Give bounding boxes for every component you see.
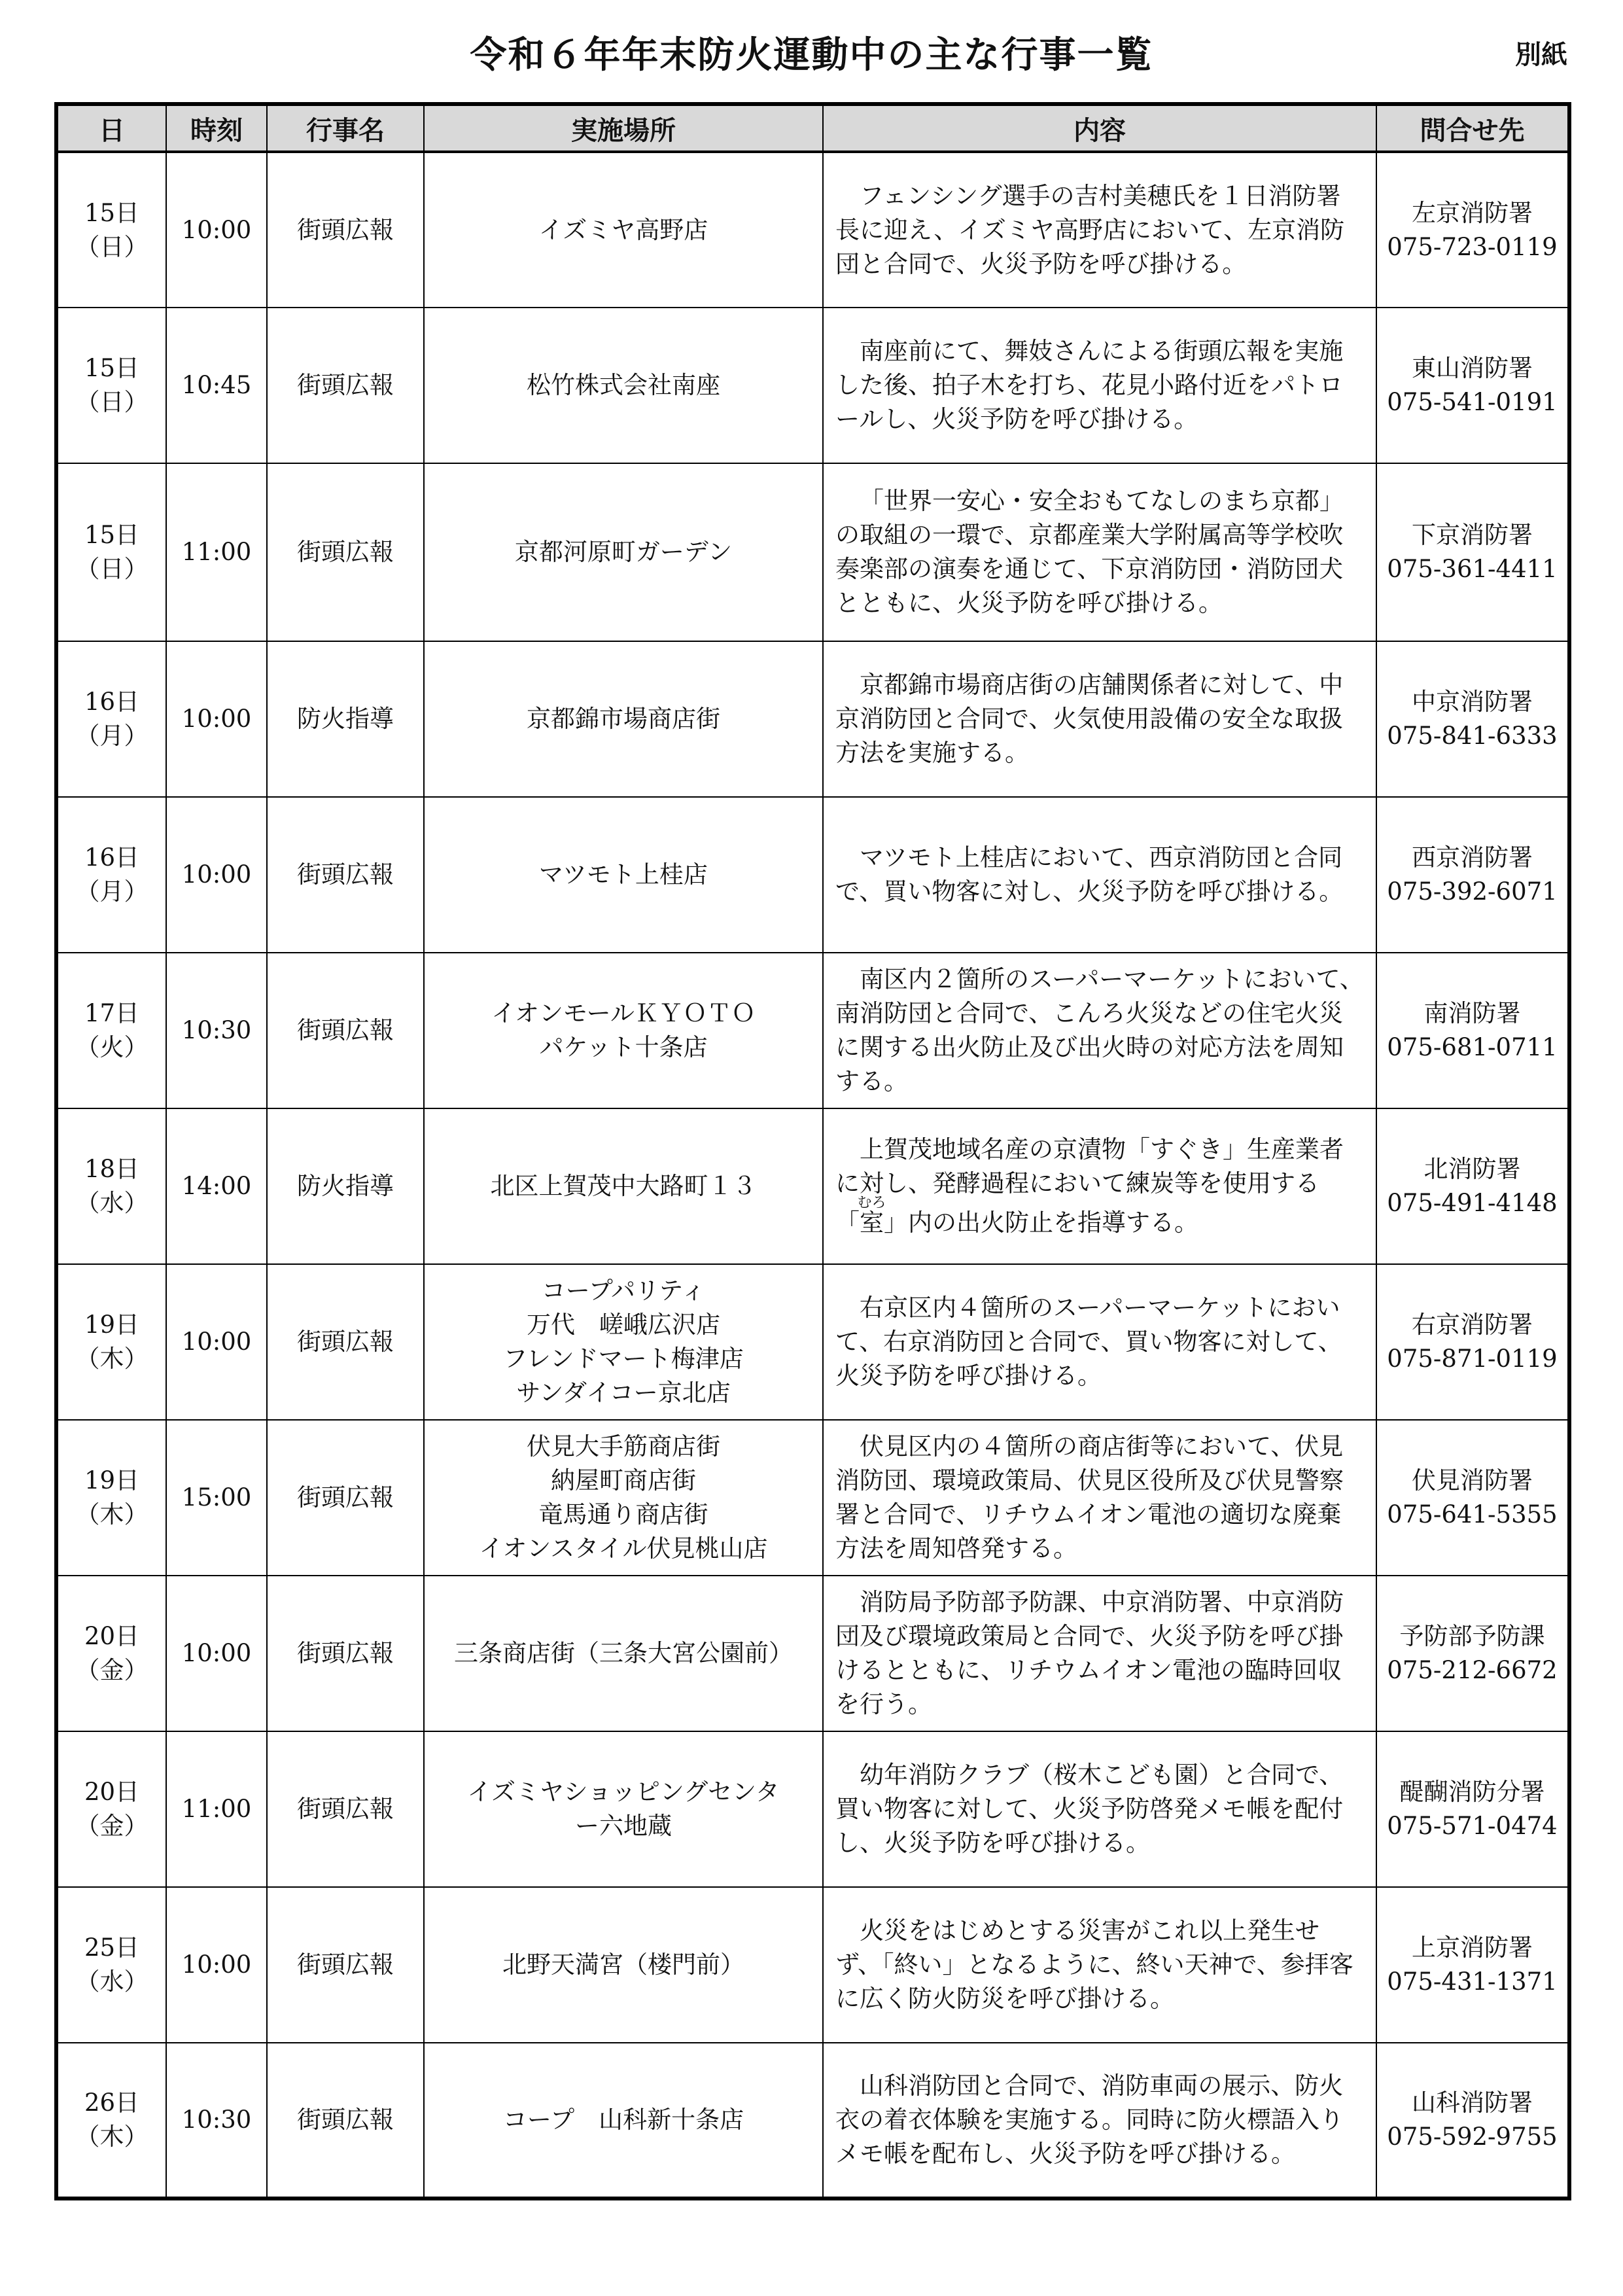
office-name: 中京消防署 bbox=[1412, 688, 1533, 716]
place-line: マツモト上桂店 bbox=[539, 860, 708, 889]
event-cell: 街頭広報 bbox=[267, 463, 424, 641]
event-cell: 街頭広報 bbox=[267, 953, 424, 1108]
day: 25日 bbox=[84, 1934, 140, 1962]
ruby-muro bbox=[857, 1195, 886, 1237]
phone-number: 075-392-6071 bbox=[1387, 877, 1558, 906]
content-text: マツモト上桂店において、西京消防団と合同で、買い物客に対し、火災予防を呼び掛ける。 bbox=[835, 843, 1344, 906]
place-line: パケット十条店 bbox=[539, 1033, 708, 1061]
weekday: （日） bbox=[75, 555, 148, 583]
office-name: 下京消防署 bbox=[1412, 521, 1533, 549]
day: 20日 bbox=[84, 1622, 140, 1650]
time-cell: 11:00 bbox=[166, 463, 267, 641]
content-text-a: 上賀茂地域名産の京漬物「すぐき」生産業者に対し、発酵過程において練炭等を使用する「 bbox=[835, 1135, 1344, 1237]
office-name: 右京消防署 bbox=[1412, 1311, 1533, 1339]
weekday: （日） bbox=[75, 388, 148, 416]
table-header-row bbox=[56, 104, 1569, 152]
contact-cell bbox=[1376, 797, 1569, 953]
weekday: （金） bbox=[75, 1656, 148, 1684]
content-text: 山科消防団と合同で、消防車両の展示、防火衣の着衣体験を実施する。同時に防火標語入りメモ帳を配布し、火災予防を呼び掛ける。 bbox=[835, 2072, 1344, 2168]
contact-cell bbox=[1376, 1264, 1569, 1420]
table-row bbox=[56, 953, 1569, 1108]
time-cell: 10:00 bbox=[166, 641, 267, 797]
contact-cell bbox=[1376, 1731, 1569, 1887]
place-line: イオンスタイル伏見桃山店 bbox=[479, 1534, 768, 1563]
day: 15日 bbox=[84, 521, 140, 549]
date-cell bbox=[56, 1420, 166, 1576]
weekday: （月） bbox=[75, 877, 148, 906]
day: 20日 bbox=[84, 1778, 140, 1806]
table-row bbox=[56, 308, 1569, 463]
date-cell bbox=[56, 953, 166, 1108]
contact-cell bbox=[1376, 953, 1569, 1108]
time-cell: 10:00 bbox=[166, 1887, 267, 2043]
event-cell: 街頭広報 bbox=[267, 1731, 424, 1887]
place-cell bbox=[424, 953, 823, 1108]
place-cell bbox=[424, 1420, 823, 1576]
date-cell bbox=[56, 1108, 166, 1264]
event-cell: 街頭広報 bbox=[267, 1576, 424, 1731]
place-line: イズミヤショッピングセンタ bbox=[467, 1778, 780, 1806]
page-title: 令和６年年末防火運動中の主な行事一覧 bbox=[470, 34, 1153, 77]
day: 15日 bbox=[84, 198, 140, 227]
date-cell bbox=[56, 2043, 166, 2199]
table-row bbox=[56, 2043, 1569, 2199]
contact-cell bbox=[1376, 308, 1569, 463]
time-cell: 14:00 bbox=[166, 1108, 267, 1264]
place-line: フレンドマート梅津店 bbox=[503, 1345, 744, 1373]
day: 19日 bbox=[84, 1311, 140, 1339]
phone-number: 075-723-0119 bbox=[1387, 232, 1558, 261]
place-cell bbox=[424, 463, 823, 641]
column-header-event: 行事名 bbox=[267, 104, 424, 152]
place-line: コープ 山科新十条店 bbox=[502, 2106, 744, 2134]
weekday: （火） bbox=[75, 1033, 148, 1061]
time-cell: 10:00 bbox=[166, 797, 267, 953]
content-cell bbox=[823, 1731, 1376, 1887]
place-cell bbox=[424, 797, 823, 953]
table-row bbox=[56, 1420, 1569, 1576]
weekday: （木） bbox=[75, 1500, 148, 1528]
day: 18日 bbox=[84, 1155, 140, 1183]
place-line: 北区上賀茂中大路町１３ bbox=[490, 1172, 757, 1200]
phone-number: 075-681-0711 bbox=[1387, 1033, 1558, 1061]
weekday: （水） bbox=[75, 1189, 148, 1217]
place-line: 万代 嵯峨広沢店 bbox=[527, 1311, 720, 1339]
time-cell: 10:00 bbox=[166, 152, 267, 308]
content-cell bbox=[823, 463, 1376, 641]
office-name: 西京消防署 bbox=[1412, 843, 1533, 872]
date-cell bbox=[56, 1576, 166, 1731]
table-row bbox=[56, 1264, 1569, 1420]
phone-number: 075-641-5355 bbox=[1387, 1500, 1558, 1528]
content-cell bbox=[823, 308, 1376, 463]
column-header-place: 実施場所 bbox=[424, 104, 823, 152]
place-line: 北野天満宮（楼門前） bbox=[502, 1951, 744, 1979]
date-cell bbox=[56, 463, 166, 641]
place-line: 伏見大手筋商店街 bbox=[527, 1432, 720, 1460]
column-header-contact: 問合せ先 bbox=[1376, 104, 1569, 152]
content-text-b: 」内の出火防止を指導する。 bbox=[884, 1209, 1198, 1237]
event-cell: 街頭広報 bbox=[267, 1264, 424, 1420]
day: 17日 bbox=[84, 999, 140, 1027]
attachment-label: 別紙 bbox=[1515, 40, 1567, 70]
content-cell bbox=[823, 641, 1376, 797]
event-cell: 街頭広報 bbox=[267, 2043, 424, 2199]
contact-cell bbox=[1376, 1576, 1569, 1731]
office-name: 南消防署 bbox=[1423, 999, 1521, 1027]
table-row bbox=[56, 152, 1569, 308]
time-cell: 10:30 bbox=[166, 953, 267, 1108]
time-cell: 10:45 bbox=[166, 308, 267, 463]
table-row bbox=[56, 641, 1569, 797]
ruby-reading: むろ bbox=[857, 1195, 886, 1211]
contact-cell bbox=[1376, 1108, 1569, 1264]
phone-number: 075-571-0474 bbox=[1387, 1812, 1558, 1840]
date-cell bbox=[56, 1731, 166, 1887]
time-cell: 10:00 bbox=[166, 1576, 267, 1731]
event-cell: 防火指導 bbox=[267, 641, 424, 797]
place-cell bbox=[424, 1264, 823, 1420]
content-cell bbox=[823, 2043, 1376, 2199]
content-cell bbox=[823, 797, 1376, 953]
phone-number: 075-361-4411 bbox=[1387, 555, 1558, 583]
weekday: （金） bbox=[75, 1812, 148, 1840]
weekday: （木） bbox=[75, 2123, 148, 2151]
content-text: 「世界一安心・安全おもてなしのまち京都」の取組の一環で、京都産業大学附属高等学校吹奏楽部の演奏を通じて、下京消防団・消防団犬とともに、火災予防を呼び掛ける。 bbox=[835, 487, 1344, 617]
events-table bbox=[54, 102, 1571, 2200]
content-text: 火災をはじめとする災害がこれ以上発生せず、「終い」となるように、終い天神で、参拝客に広く防火防災を呼び掛ける。 bbox=[835, 1916, 1353, 2013]
event-cell: 街頭広報 bbox=[267, 1420, 424, 1576]
place-cell bbox=[424, 1731, 823, 1887]
place-line: 納屋町商店街 bbox=[551, 1466, 696, 1494]
office-name: 予防部予防課 bbox=[1399, 1622, 1545, 1650]
date-cell bbox=[56, 152, 166, 308]
content-text: 右京区内４箇所のスーパーマーケットにおいて、右京消防団と合同で、買い物客に対して、火災予防を呼び掛ける。 bbox=[835, 1294, 1342, 1390]
place-line: 京都河原町ガーデン bbox=[514, 538, 733, 566]
weekday: （日） bbox=[75, 232, 148, 261]
content-cell bbox=[823, 1887, 1376, 2043]
event-cell: 街頭広報 bbox=[267, 308, 424, 463]
content-text: 京都錦市場商店街の店舗関係者に対して、中京消防団と合同で、火気使用設備の安全な取扱方法を実施する。 bbox=[835, 671, 1344, 767]
date-cell bbox=[56, 1887, 166, 2043]
column-header-time: 時刻 bbox=[166, 104, 267, 152]
place-line: 松竹株式会社南座 bbox=[527, 371, 720, 399]
column-header-content: 内容 bbox=[823, 104, 1376, 152]
table-row bbox=[56, 1108, 1569, 1264]
time-cell: 10:00 bbox=[166, 1264, 267, 1420]
place-cell bbox=[424, 1576, 823, 1731]
date-cell bbox=[56, 308, 166, 463]
place-line: イオンモールＫＹＯＴＯ bbox=[491, 999, 756, 1027]
office-name: 山科消防署 bbox=[1412, 2089, 1533, 2117]
time-cell: 15:00 bbox=[166, 1420, 267, 1576]
content-text: 南区内２箇所のスーパーマーケットにおいて、南消防団と合同で、こんろ火災などの住宅火災に関する出火防止及び出火時の対応方法を周知する。 bbox=[835, 965, 1364, 1095]
office-name: 上京消防署 bbox=[1412, 1934, 1533, 1962]
date-cell bbox=[56, 1264, 166, 1420]
date-cell bbox=[56, 641, 166, 797]
phone-number: 075-871-0119 bbox=[1387, 1345, 1558, 1373]
event-cell: 街頭広報 bbox=[267, 1887, 424, 2043]
table-row bbox=[56, 797, 1569, 953]
day: 15日 bbox=[84, 354, 140, 382]
contact-cell bbox=[1376, 1887, 1569, 2043]
weekday: （木） bbox=[75, 1345, 148, 1373]
time-cell: 11:00 bbox=[166, 1731, 267, 1887]
phone-number: 075-841-6333 bbox=[1387, 722, 1558, 750]
contact-cell bbox=[1376, 641, 1569, 797]
content-text: 幼年消防クラブ（桜木こども園）と合同で、買い物客に対して、火災予防啓発メモ帳を配付し、火災予防を呼び掛ける。 bbox=[835, 1761, 1344, 1857]
contact-cell bbox=[1376, 152, 1569, 308]
content-cell bbox=[823, 1264, 1376, 1420]
weekday: （水） bbox=[75, 1968, 148, 1996]
place-line: ー六地蔵 bbox=[575, 1812, 672, 1840]
event-cell: 防火指導 bbox=[267, 1108, 424, 1264]
place-cell bbox=[424, 152, 823, 308]
office-name: 北消防署 bbox=[1423, 1155, 1521, 1183]
contact-cell bbox=[1376, 1420, 1569, 1576]
content-text: 南座前にて、舞妓さんによる街頭広報を実施した後、拍子木を打ち、花見小路付近をパトロールし、火災予防を呼び掛ける。 bbox=[835, 337, 1344, 433]
content-cell bbox=[823, 1420, 1376, 1576]
place-line: 京都錦市場商店街 bbox=[527, 705, 720, 733]
table-row bbox=[56, 463, 1569, 641]
place-cell bbox=[424, 308, 823, 463]
place-cell bbox=[424, 641, 823, 797]
office-name: 左京消防署 bbox=[1412, 198, 1533, 227]
content-cell bbox=[823, 152, 1376, 308]
date-cell bbox=[56, 797, 166, 953]
place-line: コープパリティ bbox=[541, 1277, 706, 1305]
office-name: 伏見消防署 bbox=[1412, 1466, 1533, 1494]
day: 16日 bbox=[84, 843, 140, 872]
content-cell bbox=[823, 953, 1376, 1108]
event-cell: 街頭広報 bbox=[267, 152, 424, 308]
phone-number: 075-431-1371 bbox=[1387, 1968, 1558, 1996]
content-text: 消防局予防部予防課、中京消防署、中京消防団及び環境政策局と合同で、火災予防を呼び掛けるとともに、リチウムイオン電池の臨時回収を行う。 bbox=[835, 1588, 1344, 1718]
office-name: 東山消防署 bbox=[1412, 354, 1533, 382]
place-cell bbox=[424, 2043, 823, 2199]
place-line: 三条商店街（三条大宮公園前） bbox=[454, 1639, 793, 1667]
office-name: 醍醐消防分署 bbox=[1399, 1778, 1545, 1806]
place-line: サンダイコー京北店 bbox=[516, 1379, 731, 1407]
place-cell bbox=[424, 1887, 823, 2043]
place-cell bbox=[424, 1108, 823, 1264]
event-cell: 街頭広報 bbox=[267, 797, 424, 953]
column-header-day: 日 bbox=[56, 104, 166, 152]
content-cell bbox=[823, 1108, 1376, 1264]
table-row bbox=[56, 1887, 1569, 2043]
content-text: 伏見区内の４箇所の商店街等において、伏見消防団、環境政策局、伏見区役所及び伏見警察署と合同で、リチウムイオン電池の適切な廃棄方法を周知啓発する。 bbox=[835, 1432, 1344, 1563]
phone-number: 075-541-0191 bbox=[1387, 388, 1558, 416]
phone-number: 075-592-9755 bbox=[1387, 2123, 1558, 2151]
phone-number: 075-212-6672 bbox=[1387, 1656, 1558, 1684]
table-row bbox=[56, 1576, 1569, 1731]
day: 26日 bbox=[84, 2089, 140, 2117]
day: 16日 bbox=[84, 688, 140, 716]
time-cell: 10:30 bbox=[166, 2043, 267, 2199]
table-row bbox=[56, 1731, 1569, 1887]
ruby-base: 室 bbox=[857, 1209, 886, 1237]
place-line: 竜馬通り商店街 bbox=[538, 1500, 708, 1528]
day: 19日 bbox=[84, 1466, 140, 1494]
phone-number: 075-491-4148 bbox=[1387, 1189, 1558, 1217]
contact-cell bbox=[1376, 463, 1569, 641]
weekday: （月） bbox=[75, 722, 148, 750]
content-cell bbox=[823, 1576, 1376, 1731]
place-line: イズミヤ高野店 bbox=[538, 215, 708, 244]
contact-cell bbox=[1376, 2043, 1569, 2199]
content-text: フェンシング選手の吉村美穂氏を１日消防署長に迎え、イズミヤ高野店において、左京消防団と合同で、火災予防を呼び掛ける。 bbox=[835, 181, 1345, 278]
